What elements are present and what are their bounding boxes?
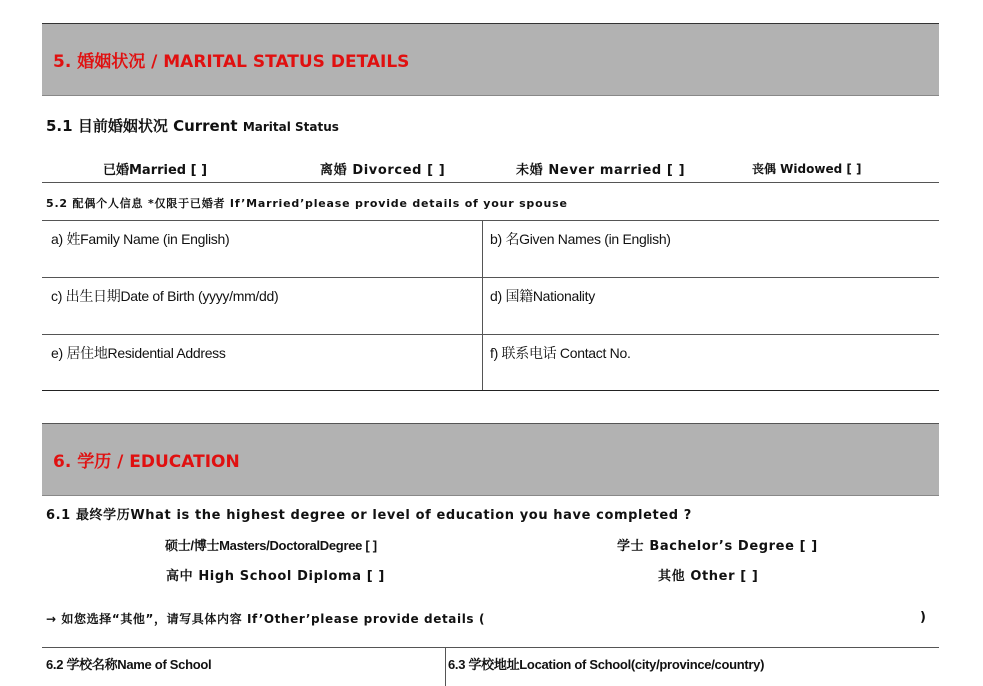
rule-before-grid [42, 220, 939, 221]
section-5-header [42, 23, 939, 96]
q51-en-marital: Marital Status [242, 120, 339, 134]
field-given-names-input[interactable] [486, 250, 934, 272]
rule-after-51 [42, 182, 939, 183]
field-family-name-label: a) 姓Family Name (in English) [51, 231, 230, 247]
option-never-married[interactable]: 未婚 Never married [ ] [516, 163, 686, 178]
field-dob-input[interactable] [46, 307, 476, 329]
option-divorced[interactable]: 离婚 Divorced [ ] [320, 163, 446, 178]
grid-divider [482, 220, 483, 391]
rule-before-school [42, 647, 939, 648]
q51-heading [46, 115, 339, 136]
field-contact-input[interactable] [486, 364, 934, 386]
field-address-label: e) 居住地Residential Address [51, 345, 226, 361]
section-5-title: 5. 婚姻状况 / MARITAL STATUS DETAILS [53, 52, 410, 72]
grid-row-1 [42, 277, 939, 278]
field-given-names-label: b) 名Given Names (in English) [490, 231, 671, 247]
other-details-prompt: → 如您选择“其他”，请写具体内容 If’Other’please provide details ( [46, 612, 486, 626]
grid-row-2 [42, 334, 939, 335]
field-dob-label: c) 出生日期Date of Birth (yyyy/mm/dd) [51, 288, 279, 304]
q51-number: 5.1 [46, 117, 73, 135]
grid-bottom [42, 390, 939, 391]
field-family-name-input[interactable] [46, 250, 476, 272]
option-widowed[interactable]: 丧偶 Widowed [ ] [752, 162, 862, 176]
other-details-close: ) [920, 610, 926, 625]
q51-en-current: Current [173, 117, 238, 135]
school-location-input[interactable] [450, 672, 935, 686]
section-6-title: 6. 学历 / EDUCATION [53, 452, 240, 472]
school-divider [445, 647, 446, 686]
option-masters-doctoral[interactable]: 硕士/博士Masters/DoctoralDegree [ ] [165, 538, 377, 553]
section-6-header [42, 423, 939, 496]
school-location-label: 6.3 学校地址Location of School(city/province/country) [448, 657, 765, 672]
field-contact-label: f) 联系电话 Contact No. [490, 345, 631, 361]
school-name-input[interactable] [46, 672, 440, 686]
field-nationality-label: d) 国籍Nationality [490, 288, 595, 304]
q52-heading: 5.2 配偶个人信息 *仅限于已婚者 If’Married’please provide details of your spouse [46, 197, 568, 210]
q61-heading: 6.1 最终学历What is the highest degree or level of education you have completed ? [46, 508, 692, 523]
option-bachelor[interactable]: 学士 Bachelor’s Degree [ ] [617, 539, 818, 554]
field-nationality-input[interactable] [486, 307, 934, 329]
option-other[interactable]: 其他 Other [ ] [658, 569, 759, 584]
option-married[interactable]: 已婚Married [ ] [103, 163, 208, 178]
q51-zh: 目前婚姻状况 [77, 117, 168, 135]
school-name-label: 6.2 学校名称Name of School [46, 657, 212, 672]
other-details-input[interactable] [520, 606, 915, 628]
field-address-input[interactable] [46, 364, 476, 386]
option-high-school[interactable]: 高中 High School Diploma [ ] [166, 569, 385, 584]
